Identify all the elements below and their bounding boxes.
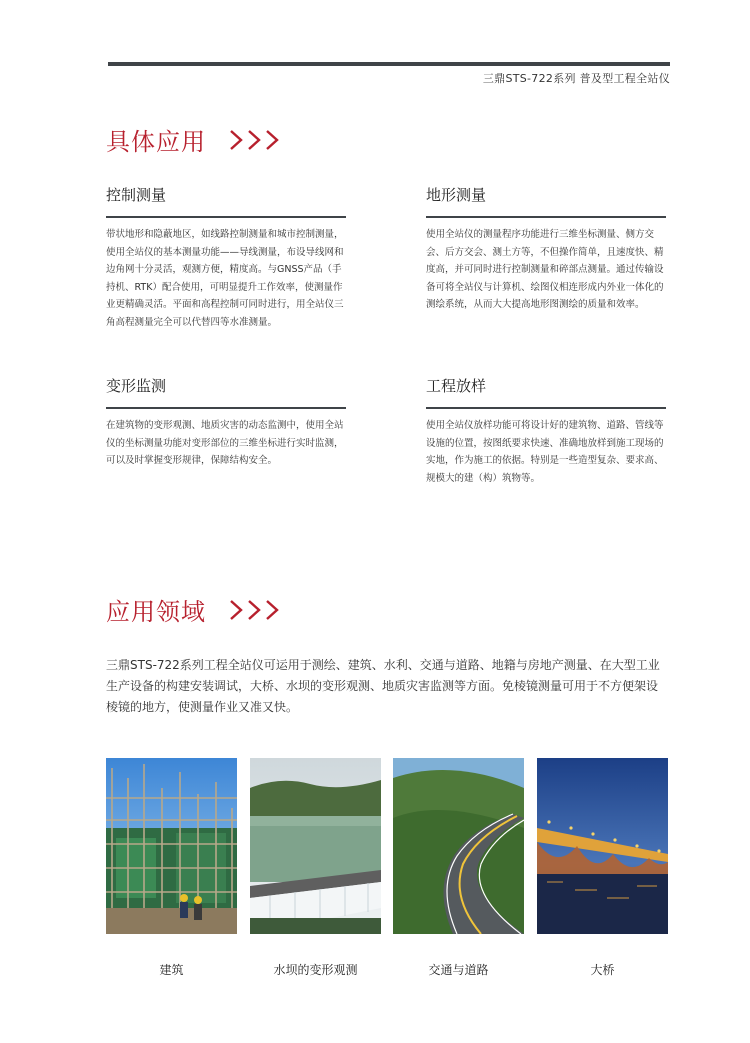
block-control-survey — [106, 184, 346, 331]
photo-construction — [106, 758, 237, 934]
photo-caption: 大桥 — [590, 963, 615, 977]
section-title-applications — [106, 122, 283, 158]
photo-caption: 交通与道路 — [428, 963, 489, 977]
block-title: 控制测量 — [106, 184, 346, 218]
block-title: 地形测量 — [426, 184, 666, 218]
photo-caption: 建筑 — [159, 963, 184, 977]
intro-paragraph: 三鼎STS-722系列工程全站仪可运用于测绘、建筑、水利、交通与道路、地籍与房地产测量、在大型工业生产设备的构建安装调试，大桥、水坝的变形观测、地质灾害监测等方面。免棱镜测量可用于不方便架设棱镜的地方，使测量作业又准又快。 — [106, 658, 660, 714]
block-deformation-monitoring — [106, 375, 346, 470]
photo-dam — [250, 758, 381, 934]
block-text: 带状地形和隐蔽地区，如线路控制测量和城市控制测量，使用全站仪的基本测量功能——导线测量，布设导线网和边角网十分灵活，观测方便，精度高。与GNSS产品（手持机、RTK）配合使用，可明显提升工作效率，使测量作业更精确灵活。平面和高程控制可同时进行，用全站仪三角高程测量完全可以代替四等水准测量。 — [106, 229, 344, 328]
block-topographic-survey — [426, 184, 666, 314]
photo-bridge — [537, 758, 668, 934]
block-construction-layout — [426, 375, 666, 487]
chevrons-icon — [229, 128, 283, 158]
chevrons-icon — [229, 598, 283, 628]
block-text: 使用全站仪的测量程序功能进行三维坐标测量、侧方交会、后方交会、测土方等，不但操作简单，且速度快、精度高，并可同时进行控制测量和碎部点测量。通过传输设备可将全站仪与计算机、绘图仪相连形成内外业一体化的测绘系统，从而大大提高地形图测绘的质量和效率。 — [426, 229, 664, 310]
photo-road — [393, 758, 524, 934]
block-text: 使用全站仪放样功能可将设计好的建筑物、道路、管线等设施的位置，按图纸要求快速、准确地放样到施工现场的实地，作为施工的依据。特别是一些造型复杂、要求高、规模大的建（构）筑物等。 — [426, 420, 664, 484]
top-rule — [108, 62, 670, 66]
section-title-text: 应用领域 — [106, 598, 206, 626]
header-title: 三鼎STS-722系列 普及型工程全站仪 — [482, 72, 670, 85]
block-title: 工程放样 — [426, 375, 666, 409]
section-title-text: 具体应用 — [106, 128, 206, 156]
section-title-fields — [106, 592, 283, 628]
block-text: 在建筑物的变形观测、地质灾害的动态监测中，使用全站仪的坐标测量功能对变形部位的三维坐标进行实时监测，可以及时掌握变形规律，保障结构安全。 — [106, 420, 344, 466]
photo-caption: 水坝的变形观测 — [273, 963, 358, 977]
block-title: 变形监测 — [106, 375, 346, 409]
